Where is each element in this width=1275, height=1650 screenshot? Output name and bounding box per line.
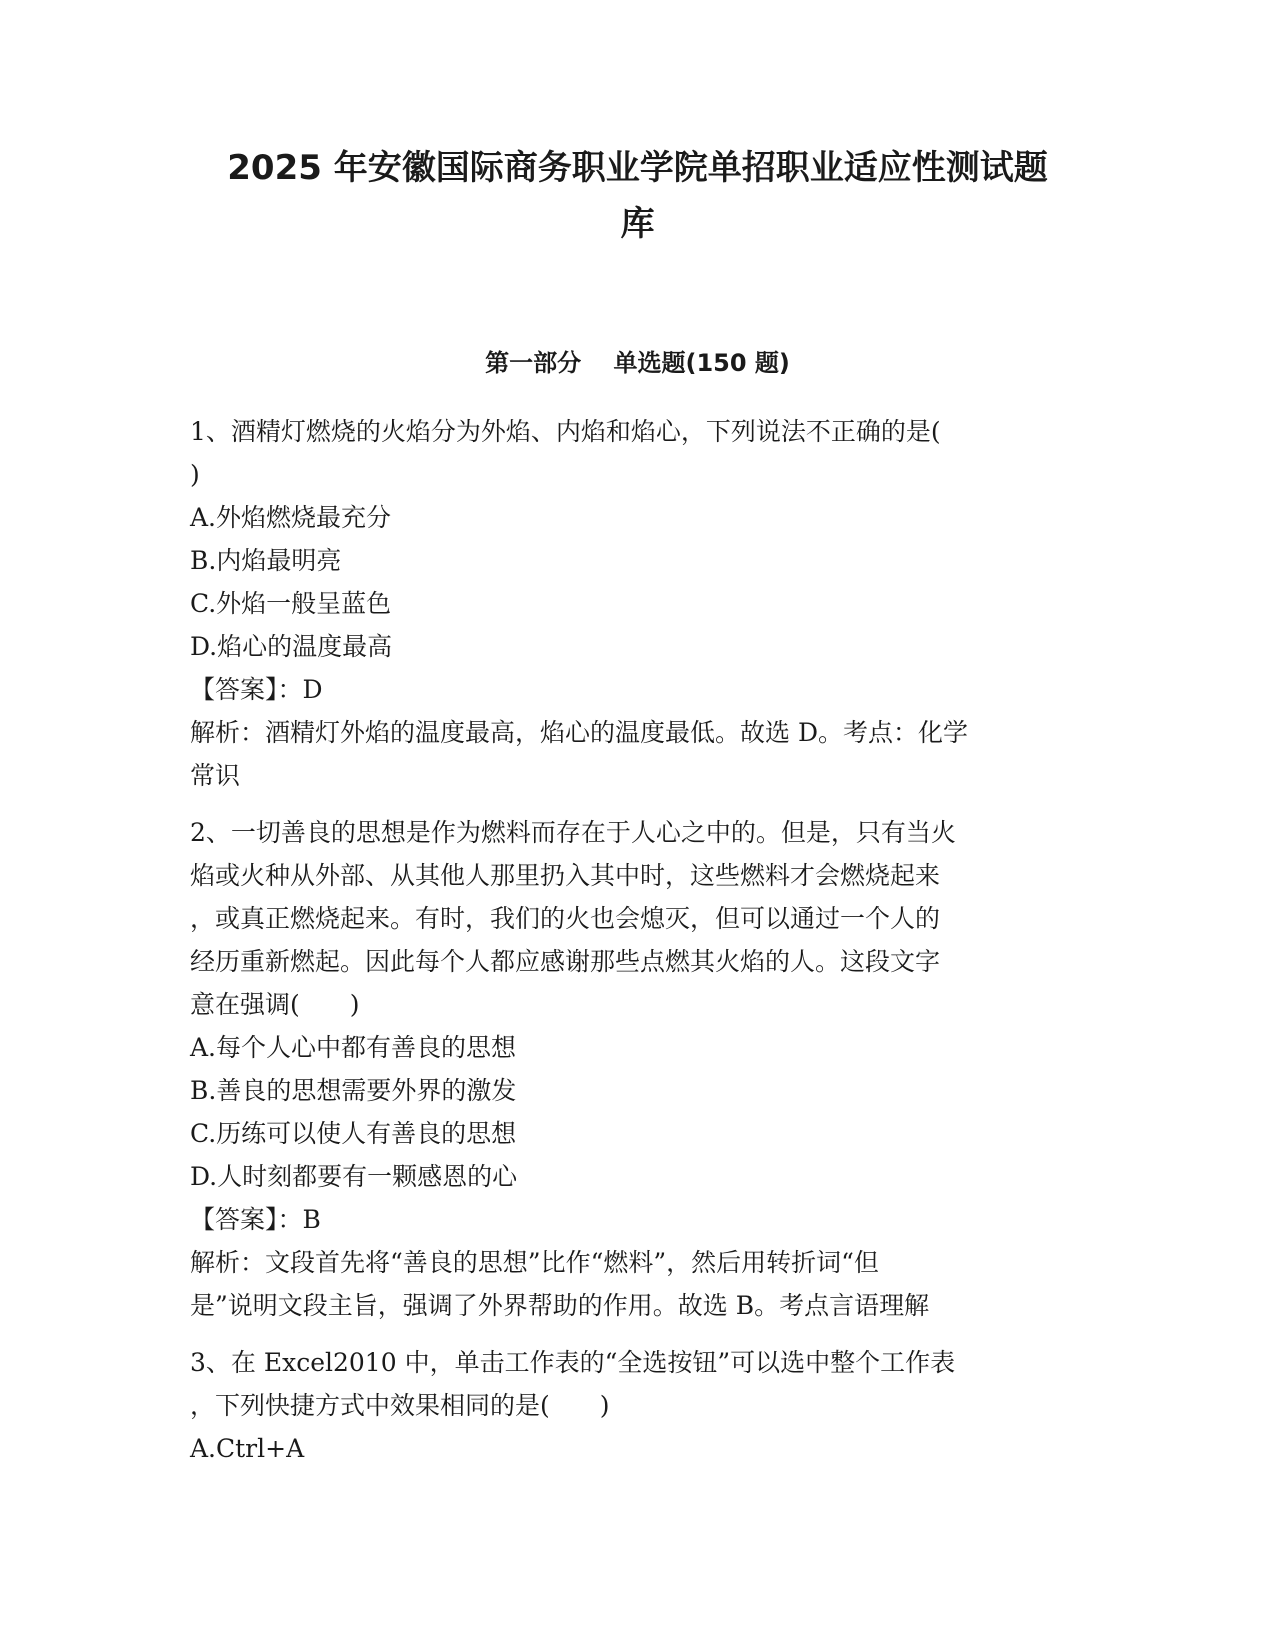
- stem-line: ): [190, 460, 200, 489]
- question-options: [190, 1026, 1090, 1198]
- analysis-line: 解析：酒精灯外焰的温度最高，焰心的温度最低。故选 D。考点：化学: [190, 718, 968, 747]
- section-heading: 第一部分 单选题(150 题): [485, 349, 790, 377]
- question-stem: [190, 410, 1090, 496]
- option-a: A.每个人心中都有善良的思想: [190, 1033, 517, 1062]
- option-a: A.Ctrl+A: [190, 1434, 305, 1463]
- stem-line: 经历重新燃起。因此每个人都应感谢那些点燃其火焰的人。这段文字: [190, 947, 941, 976]
- stem-line: 焰或火种从外部、从其他人那里扔入其中时，这些燃料才会燃烧起来: [190, 861, 941, 890]
- question-options: [190, 1427, 1090, 1470]
- question-item: [190, 811, 1090, 1327]
- option-b: B.内焰最明亮: [190, 546, 342, 575]
- analysis-line: 常识: [190, 761, 241, 790]
- analysis-line: 解析：文段首先将“善良的思想”比作“燃料”，然后用转折词“但: [190, 1248, 879, 1277]
- stem-line: ，或真正燃烧起来。有时，我们的火也会熄灭，但可以通过一个人的: [190, 904, 941, 933]
- stem-line: 3、在 Excel2010 中，单击工作表的“全选按钮”可以选中整个工作表: [190, 1348, 956, 1377]
- option-a: A.外焰燃烧最充分: [190, 503, 392, 532]
- title-line-1: 2025 年安徽国际商务职业学院单招职业适应性测试题: [227, 148, 1048, 188]
- title-line-2: 库: [620, 204, 655, 244]
- option-c: C.外焰一般呈蓝色: [190, 589, 392, 618]
- stem-line: 2、一切善良的思想是作为燃料而存在于人心之中的。但是，只有当火: [190, 818, 956, 847]
- analysis: [190, 1241, 1090, 1327]
- answer-line: 【答案】：B: [190, 1205, 321, 1234]
- question-list: [190, 410, 1090, 1484]
- answer-line: 【答案】：D: [190, 675, 323, 704]
- analysis-line: 是”说明文段主旨，强调了外界帮助的作用。故选 B。考点言语理解: [190, 1291, 930, 1320]
- option-b: B.善良的思想需要外界的激发: [190, 1076, 517, 1105]
- stem-line: 1、酒精灯燃烧的火焰分为外焰、内焰和焰心，下列说法不正确的是(: [190, 417, 941, 446]
- question-stem: [190, 1341, 1090, 1427]
- document-title: [150, 140, 1125, 252]
- option-c: C.历练可以使人有善良的思想: [190, 1119, 517, 1148]
- question-item: [190, 410, 1090, 797]
- stem-line: 意在强调( ): [190, 990, 360, 1019]
- option-d: D.人时刻都要有一颗感恩的心: [190, 1162, 518, 1191]
- analysis: [190, 711, 1090, 797]
- question-item: [190, 1341, 1090, 1470]
- question-stem: [190, 811, 1090, 1026]
- stem-line: ，下列快捷方式中效果相同的是( ): [190, 1391, 610, 1420]
- option-d: D.焰心的温度最高: [190, 632, 393, 661]
- question-options: [190, 496, 1090, 668]
